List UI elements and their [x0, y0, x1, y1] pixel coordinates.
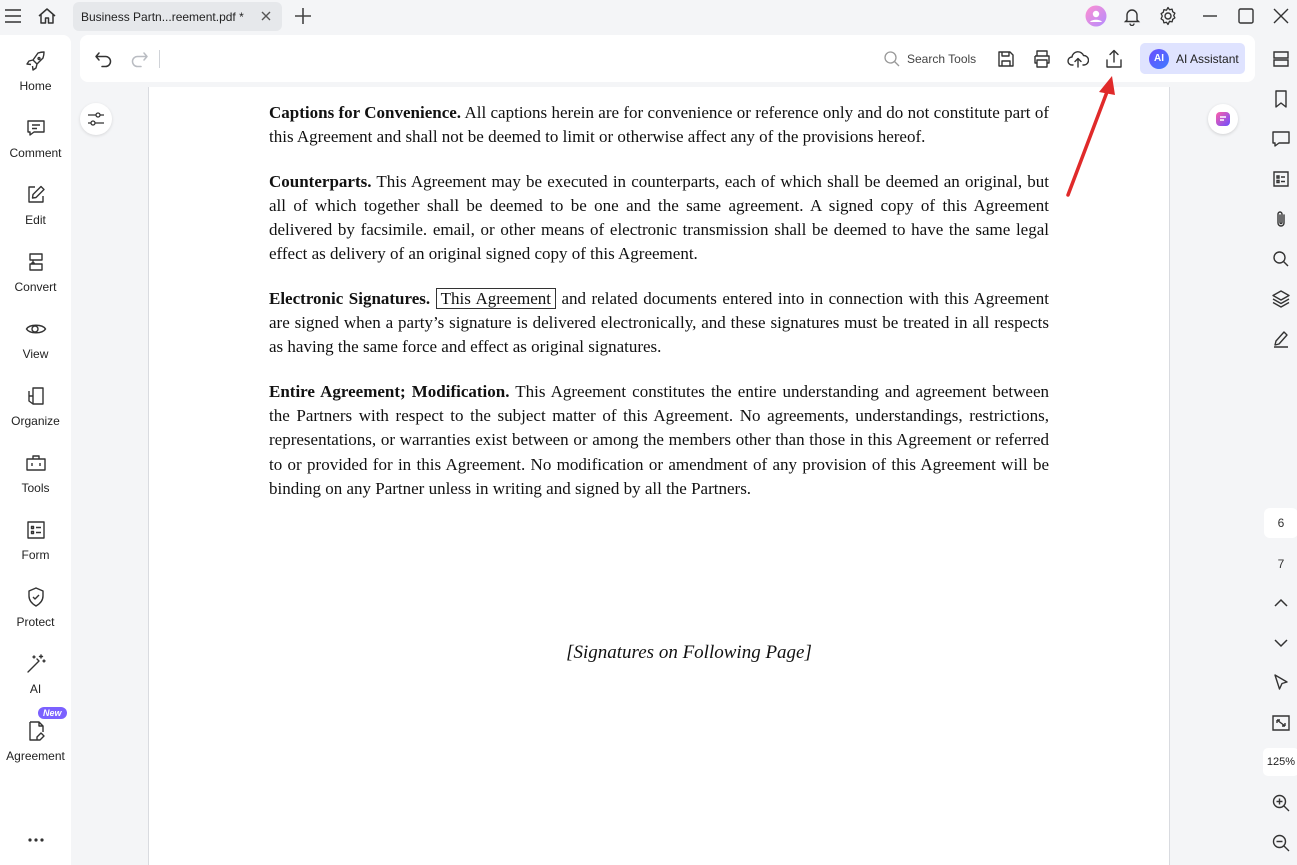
section-electronic-signatures: [269, 287, 1049, 360]
document-tab[interactable]: [73, 2, 282, 31]
sidebar-item-organize[interactable]: Organize: [0, 380, 71, 440]
floating-app-button[interactable]: [1208, 104, 1238, 134]
undo-icon[interactable]: [92, 47, 116, 71]
maximize-icon[interactable]: [1234, 4, 1258, 28]
new-badge: New: [38, 707, 67, 719]
search-tools[interactable]: [883, 47, 976, 71]
section-heading: Entire Agreement; Modification.: [269, 381, 510, 401]
comment-icon: [24, 116, 48, 140]
shield-icon: [24, 585, 48, 609]
cloud-upload-icon[interactable]: [1066, 47, 1090, 71]
left-sidebar: [0, 35, 71, 865]
signature-pen-icon[interactable]: [1268, 326, 1294, 352]
sidebar-item-comment[interactable]: Comment: [0, 112, 71, 172]
search-tools-label: Search Tools: [907, 52, 977, 66]
section-body: This Agreement may be executed in counterparts, each of which shall be deemed an original, but all of which together shall be deemed to be one and the same agreement. A signed copy of this Agreement delivered by facsimile. email, or other means of electronic transmission shall be deemed to have the same legal effect as delivery of an original signed copy of this Agreement.: [269, 171, 1049, 264]
notification-bell-icon[interactable]: [1120, 4, 1144, 28]
chevron-down-icon[interactable]: [1268, 630, 1294, 656]
sidebar-item-edit[interactable]: Edit: [0, 179, 71, 239]
share-export-icon[interactable]: [1102, 47, 1126, 71]
selected-text-box[interactable]: This Agreement: [436, 288, 556, 309]
sidebar-item-agreement[interactable]: New Agreement: [6, 708, 65, 763]
signature-note: [Signatures on Following Page]: [566, 642, 812, 663]
ai-assistant-button[interactable]: [1140, 43, 1245, 74]
ai-wand-icon: [24, 652, 48, 676]
thumbnails-icon[interactable]: [1268, 46, 1294, 72]
section-body: All captions herein are for convenience or reference only and do not constitute part of this Agreement and shall not be deemed to limit or otherwise affect any of the provisions hereof.: [269, 103, 1050, 147]
minimize-icon[interactable]: [1198, 4, 1222, 28]
document-text: [269, 101, 1049, 521]
select-cursor-icon[interactable]: [1268, 670, 1294, 696]
page-number-next[interactable]: 7: [1277, 557, 1285, 571]
page-number-current[interactable]: 6: [1264, 508, 1297, 538]
form-fields-icon[interactable]: [1268, 166, 1294, 192]
sidebar-item-form[interactable]: Form: [0, 514, 71, 574]
section-heading: Counterparts.: [269, 171, 372, 191]
sidebar-item-convert[interactable]: Convert: [0, 246, 71, 306]
chevron-up-icon[interactable]: [1268, 590, 1294, 616]
zoom-in-icon[interactable]: [1268, 790, 1294, 816]
zoom-out-icon[interactable]: [1268, 830, 1294, 856]
home-icon[interactable]: [35, 4, 59, 28]
section-body: This Agreement constitutes the entire understanding and agreement between the Partners with respect to the subject matter of this Agreement. No agreements, understandings, restrictions, representations, or warranties exist between or among the members other than those in this Agreement or referred to or provided for in this Agreement. No modification or amendment of any provision of this Agreement will be binding on any Partner unless in writing and signed by all the Partners.: [269, 381, 1049, 498]
agreement-icon: [24, 719, 48, 743]
edit-icon: [24, 183, 48, 207]
display-settings-button[interactable]: [80, 103, 112, 135]
tools-icon: [24, 451, 48, 475]
gear-icon[interactable]: [1156, 4, 1180, 28]
section-heading: Captions for Convenience.: [269, 103, 462, 122]
section-heading: Electronic Signatures.: [269, 288, 431, 308]
view-icon: [24, 317, 48, 341]
close-tab-icon[interactable]: [258, 8, 274, 27]
zoom-level[interactable]: 125%: [1263, 748, 1297, 776]
rocket-icon: [24, 49, 48, 73]
search-icon[interactable]: [1268, 246, 1294, 272]
toolbar: [80, 35, 1255, 82]
app-widget-icon: [1214, 110, 1232, 128]
save-icon[interactable]: [994, 47, 1018, 71]
sidebar-item-view[interactable]: View: [0, 313, 71, 373]
sliders-icon: [87, 111, 105, 127]
sidebar-item-protect[interactable]: Protect: [0, 581, 71, 641]
section-captions: [269, 101, 1049, 150]
more-options-icon[interactable]: [0, 831, 71, 855]
convert-icon: [24, 250, 48, 274]
sidebar-item-ai[interactable]: AI: [0, 648, 71, 708]
section-body: and related documents entered into in connection with this Agreement are signed when a party’s signature is delivered electronically, and these signatures must be treated in all respects as having the same force and effect as original signatures.: [269, 288, 1050, 357]
title-bar: [0, 0, 1297, 32]
menu-icon[interactable]: [1, 4, 25, 28]
avatar[interactable]: [1084, 4, 1108, 28]
bookmark-icon[interactable]: [1268, 86, 1294, 112]
print-icon[interactable]: [1030, 47, 1054, 71]
section-counterparts: [269, 170, 1049, 267]
layers-icon[interactable]: [1268, 286, 1294, 312]
fit-page-icon[interactable]: [1268, 710, 1294, 736]
new-tab-icon[interactable]: [291, 4, 315, 28]
comments-panel-icon[interactable]: [1268, 126, 1294, 152]
pdf-page: [148, 87, 1170, 865]
sidebar-item-home[interactable]: Home: [0, 45, 71, 105]
toolbar-divider: [159, 50, 160, 68]
close-window-icon[interactable]: [1269, 4, 1293, 28]
section-entire-agreement: [269, 380, 1049, 501]
sidebar-item-tools[interactable]: Tools: [0, 447, 71, 507]
redo-icon[interactable]: [127, 47, 151, 71]
ai-assistant-label: AI Assistant: [1176, 51, 1239, 66]
attachment-icon[interactable]: [1268, 206, 1294, 232]
organize-icon: [24, 384, 48, 408]
search-icon: [883, 50, 901, 68]
ai-logo-icon: AI: [1149, 49, 1169, 69]
tab-title: Business Partn...reement.pdf *: [81, 9, 244, 24]
form-icon: [24, 518, 48, 542]
